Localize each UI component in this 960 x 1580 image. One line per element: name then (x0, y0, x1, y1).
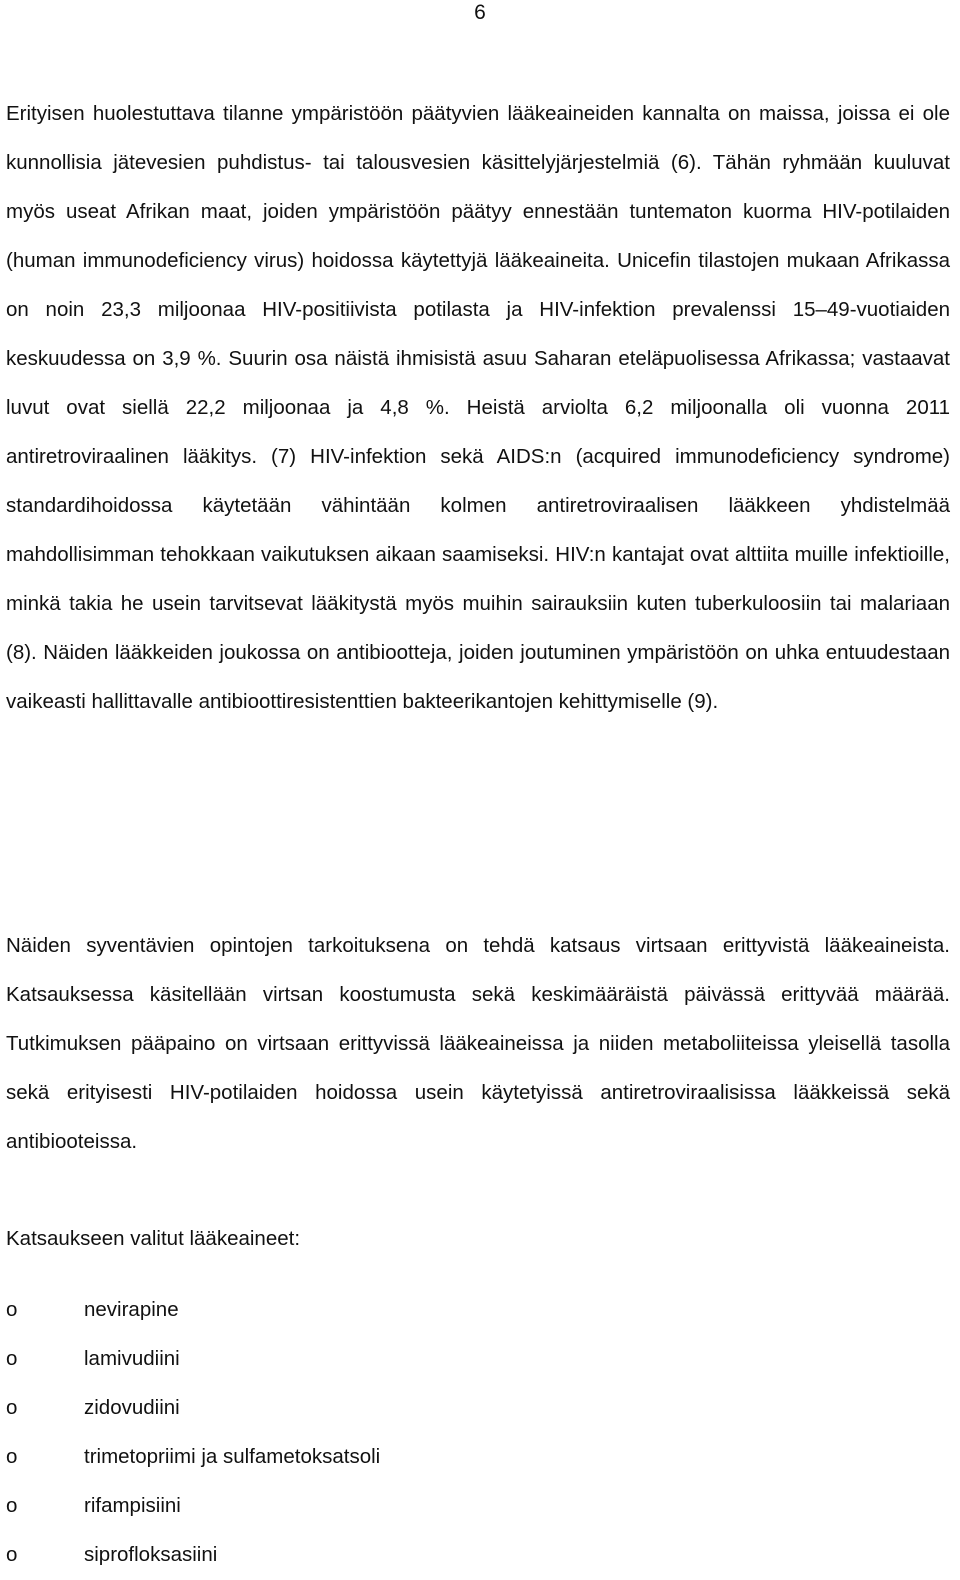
list-item-label: lamivudiini (84, 1347, 180, 1370)
bullet-icon: o (6, 1396, 18, 1419)
body-paragraph-background: Erityisen huolestuttava tilanne ympäristöön päätyvien lääkeaineiden kannalta on maissa, joissa ei ole kunnollisia jätevesien puhdistus- tai talousvesien käsittelyjärjestelmiä (6). Tähän ryhmään kuuluvat myös useat Afrikan maat, joiden ympäristöön päätyy ennestään tuntematon kuorma HIV-potilaiden (human immunodeficiency virus) hoidossa käytettyjä lääkeaineita. Unicefin tilastojen mukaan Afrikassa on noin 23,3 miljoonaa HIV-positiivista potilasta ja HIV-infektion prevalenssi 15–49-vuotiaiden keskuudessa on 3,9 %. Suurin osa näistä ihmisistä asuu Saharan eteläpuolisessa Afrikassa; vastaavat luvut ovat siellä 22,2 miljoonaa ja 4,8 %. Heistä arviolta 6,2 miljoonalla oli vuonna 2011 antiretroviraalinen lääkitys. (7) HIV-infektion sekä AIDS:n (acquired immunodeficiency syndrome) standardihoidossa käytetään vähintään kolmen antiretroviraalisen lääkkeen yhdistelmää mahdollisimman tehokkaan vaikutuksen aikaan saamiseksi. HIV:n kantajat ovat alttiita muille infektioille, minkä takia he usein tarvitsevat lääkitystä myös muihin sairauksiin kuten tuberkuloosiin tai malariaan (8). Näiden lääkkeiden joukossa on antibiootteja, joiden joutuminen ympäristöön on uhka entuudestaan vaikeasti hallittavalle antibioottiresistenttien bakteerikantojen kehittymiselle (9). (6, 102, 950, 713)
drug-list (6, 1285, 380, 1579)
list-item (6, 1530, 380, 1579)
list-item-label: nevirapine (84, 1298, 179, 1321)
bullet-icon: o (6, 1445, 18, 1468)
bullet-icon: o (6, 1347, 18, 1370)
list-item-label: zidovudiini (84, 1396, 180, 1419)
body-paragraph-aim: Näiden syventävien opintojen tarkoituksena on tehdä katsaus virtsaan erittyvistä lääkeaineista. Katsauksessa käsitellään virtsan koostumusta sekä keskimääräistä päivässä erittyvää määrää. Tutkimuksen pääpaino on virtsaan erittyvissä lääkeaineissa ja niiden metaboliiteissa yleisellä tasolla sekä erityisesti HIV-potilaiden hoidossa usein käytetyissä antiretroviraalisissa lääkkeissä sekä antibiooteissa. (6, 934, 950, 1153)
list-item (6, 1334, 380, 1383)
list-item (6, 1383, 380, 1432)
list-item-label: siprofloksasiini (84, 1543, 218, 1566)
bullet-icon: o (6, 1494, 18, 1517)
list-item-label: rifampisiini (84, 1494, 181, 1517)
bullet-icon: o (6, 1543, 18, 1566)
list-item-label: trimetopriimi ja sulfametoksatsoli (84, 1445, 381, 1468)
list-item (6, 1481, 380, 1530)
bullet-icon: o (6, 1298, 18, 1321)
list-heading: Katsaukseen valitut lääkeaineet: (6, 1227, 301, 1250)
page-number: 6 (474, 1, 486, 24)
list-item (6, 1432, 380, 1481)
list-item (6, 1285, 380, 1334)
